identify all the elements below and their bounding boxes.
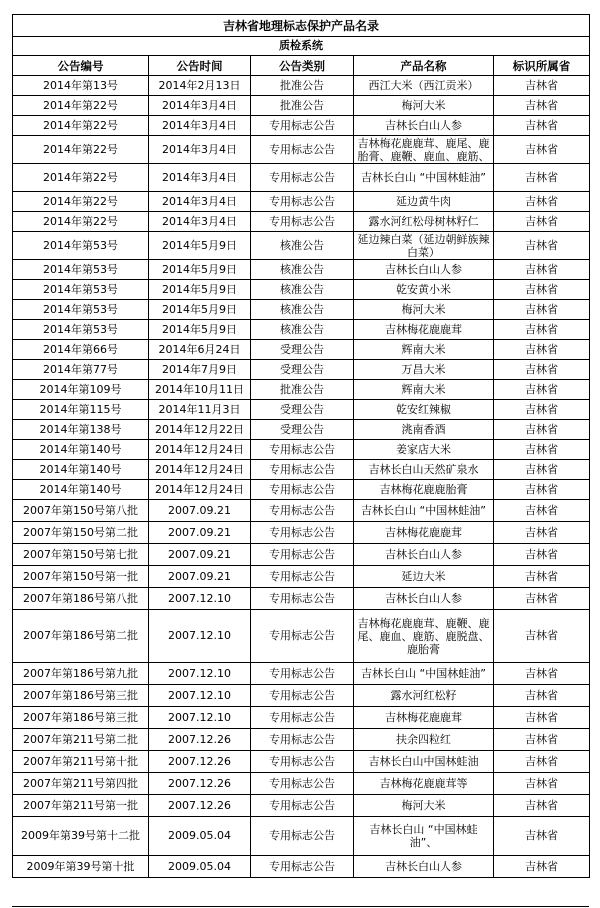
- notice-type-cell: 核准公告: [251, 280, 354, 300]
- table-row: [13, 380, 590, 400]
- table-row: [13, 400, 590, 420]
- notice-type-cell: 核准公告: [251, 260, 354, 280]
- table-row: [13, 420, 590, 440]
- notice-date-cell: 2007.12.10: [149, 588, 251, 610]
- product-name-cell: 梅河大米: [354, 96, 494, 116]
- notice-number-cell: 2007年第211号第四批: [13, 773, 149, 795]
- notice-number-cell: 2007年第211号第十批: [13, 751, 149, 773]
- notice-date-cell: 2007.12.26: [149, 751, 251, 773]
- notice-type-cell: 批准公告: [251, 96, 354, 116]
- table-row: [13, 480, 590, 500]
- notice-type-cell: 专用标志公告: [251, 707, 354, 729]
- product-name-cell: 吉林长白山中国林蛙油: [354, 751, 494, 773]
- product-name-cell: 扶余四粒红: [354, 729, 494, 751]
- notice-type-cell: 专用标志公告: [251, 856, 354, 878]
- notice-type-cell: 专用标志公告: [251, 729, 354, 751]
- notice-number-cell: 2007年第186号第三批: [13, 707, 149, 729]
- province-cell: 吉林省: [494, 566, 590, 588]
- notice-type-cell: 专用标志公告: [251, 440, 354, 460]
- table-row: [13, 663, 590, 685]
- notice-type-cell: 核准公告: [251, 232, 354, 260]
- notice-type-cell: 核准公告: [251, 320, 354, 340]
- province-cell: 吉林省: [494, 751, 590, 773]
- table-row: [13, 588, 590, 610]
- notice-date-cell: 2007.12.26: [149, 729, 251, 751]
- header-cell: 公告类别: [251, 56, 354, 76]
- notice-number-cell: 2014年第53号: [13, 260, 149, 280]
- product-name-cell: 洮南香酒: [354, 420, 494, 440]
- table-row: [13, 544, 590, 566]
- province-cell: 吉林省: [494, 340, 590, 360]
- notice-type-cell: 专用标志公告: [251, 164, 354, 192]
- table-row: [13, 610, 590, 663]
- notice-number-cell: 2014年第77号: [13, 360, 149, 380]
- notice-number-cell: 2007年第150号第二批: [13, 522, 149, 544]
- product-name-cell: 吉林梅花鹿鹿茸: [354, 320, 494, 340]
- product-name-cell: 吉林梅花鹿鹿茸: [354, 522, 494, 544]
- product-name-cell: 吉林梅花鹿鹿茸、鹿鞭、鹿尾、鹿血、鹿筋、鹿脱盘、鹿胎膏: [354, 610, 494, 663]
- province-cell: 吉林省: [494, 588, 590, 610]
- notice-number-cell: 2014年第109号: [13, 380, 149, 400]
- product-name-cell: 西江大米（西江贡米）: [354, 76, 494, 96]
- table-row: [13, 500, 590, 522]
- system-label: 质检系统: [13, 37, 590, 56]
- notice-number-cell: 2014年第66号: [13, 340, 149, 360]
- notice-date-cell: 2007.12.10: [149, 685, 251, 707]
- province-cell: 吉林省: [494, 192, 590, 212]
- province-cell: 吉林省: [494, 707, 590, 729]
- notice-date-cell: 2009.05.04: [149, 817, 251, 856]
- province-cell: 吉林省: [494, 76, 590, 96]
- table-row: [13, 856, 590, 878]
- notice-date-cell: 2007.09.21: [149, 544, 251, 566]
- product-name-cell: 露水河红松籽: [354, 685, 494, 707]
- product-name-cell: 万昌大米: [354, 360, 494, 380]
- notice-type-cell: 批准公告: [251, 380, 354, 400]
- product-name-cell: 吉林长白山人参: [354, 116, 494, 136]
- notice-number-cell: 2014年第22号: [13, 96, 149, 116]
- notice-number-cell: 2007年第186号第三批: [13, 685, 149, 707]
- notice-date-cell: 2007.12.26: [149, 773, 251, 795]
- province-cell: 吉林省: [494, 817, 590, 856]
- table-row: [13, 300, 590, 320]
- province-cell: 吉林省: [494, 685, 590, 707]
- notice-type-cell: 专用标志公告: [251, 795, 354, 817]
- notice-date-cell: 2014年6月24日: [149, 340, 251, 360]
- notice-number-cell: 2007年第211号第二批: [13, 729, 149, 751]
- notice-type-cell: 专用标志公告: [251, 192, 354, 212]
- province-cell: 吉林省: [494, 136, 590, 164]
- notice-date-cell: 2014年3月4日: [149, 96, 251, 116]
- province-cell: 吉林省: [494, 360, 590, 380]
- table-row: [13, 685, 590, 707]
- header-cell: 公告时间: [149, 56, 251, 76]
- province-cell: 吉林省: [494, 212, 590, 232]
- product-name-cell: 吉林长白山人参: [354, 260, 494, 280]
- notice-type-cell: 专用标志公告: [251, 544, 354, 566]
- province-cell: 吉林省: [494, 260, 590, 280]
- notice-type-cell: 专用标志公告: [251, 773, 354, 795]
- notice-number-cell: 2014年第115号: [13, 400, 149, 420]
- province-cell: 吉林省: [494, 440, 590, 460]
- notice-type-cell: 专用标志公告: [251, 663, 354, 685]
- product-name-cell: 吉林长白山 “中国林蛙油”: [354, 500, 494, 522]
- province-cell: 吉林省: [494, 856, 590, 878]
- notice-number-cell: 2009年第39号第十批: [13, 856, 149, 878]
- notice-number-cell: 2007年第186号第八批: [13, 588, 149, 610]
- notice-type-cell: 专用标志公告: [251, 500, 354, 522]
- province-cell: 吉林省: [494, 773, 590, 795]
- page-edge-divider: [12, 906, 589, 907]
- province-cell: 吉林省: [494, 164, 590, 192]
- notice-number-cell: 2014年第53号: [13, 232, 149, 260]
- province-cell: 吉林省: [494, 320, 590, 340]
- province-cell: 吉林省: [494, 116, 590, 136]
- table-row: [13, 280, 590, 300]
- province-cell: 吉林省: [494, 610, 590, 663]
- province-cell: 吉林省: [494, 232, 590, 260]
- notice-date-cell: 2007.12.10: [149, 610, 251, 663]
- notice-type-cell: 核准公告: [251, 300, 354, 320]
- notice-date-cell: 2014年3月4日: [149, 116, 251, 136]
- notice-date-cell: 2007.12.10: [149, 663, 251, 685]
- product-name-cell: 吉林梅花鹿鹿茸: [354, 707, 494, 729]
- notice-type-cell: 专用标志公告: [251, 522, 354, 544]
- notice-number-cell: 2014年第138号: [13, 420, 149, 440]
- notice-number-cell: 2014年第22号: [13, 136, 149, 164]
- table-row: [13, 773, 590, 795]
- header-row: [13, 56, 590, 76]
- table-row: [13, 96, 590, 116]
- notice-date-cell: 2014年12月24日: [149, 440, 251, 460]
- product-name-cell: 辉南大米: [354, 340, 494, 360]
- table-row: [13, 164, 590, 192]
- product-name-cell: 吉林梅花鹿鹿胎膏: [354, 480, 494, 500]
- header-cell: 标识所属省: [494, 56, 590, 76]
- province-cell: 吉林省: [494, 400, 590, 420]
- table-row: [13, 320, 590, 340]
- product-name-cell: 乾安黄小米: [354, 280, 494, 300]
- province-cell: 吉林省: [494, 420, 590, 440]
- product-name-cell: 吉林梅花鹿鹿茸、鹿尾、鹿胎膏、鹿鞭、鹿血、鹿筋、: [354, 136, 494, 164]
- notice-type-cell: 专用标志公告: [251, 817, 354, 856]
- province-cell: 吉林省: [494, 380, 590, 400]
- header-cell: 产品名称: [354, 56, 494, 76]
- notice-date-cell: 2007.09.21: [149, 500, 251, 522]
- notice-date-cell: 2014年7月9日: [149, 360, 251, 380]
- table-row: [13, 729, 590, 751]
- province-cell: 吉林省: [494, 96, 590, 116]
- table-row: [13, 116, 590, 136]
- table-row: [13, 212, 590, 232]
- notice-number-cell: 2014年第140号: [13, 440, 149, 460]
- product-name-cell: 吉林长白山天然矿泉水: [354, 460, 494, 480]
- product-name-cell: 乾安红辣椒: [354, 400, 494, 420]
- notice-date-cell: 2014年3月4日: [149, 212, 251, 232]
- notice-date-cell: 2014年12月24日: [149, 480, 251, 500]
- province-cell: 吉林省: [494, 280, 590, 300]
- notice-date-cell: 2007.12.26: [149, 795, 251, 817]
- notice-date-cell: 2014年10月11日: [149, 380, 251, 400]
- notice-date-cell: 2007.09.21: [149, 566, 251, 588]
- notice-type-cell: 专用标志公告: [251, 588, 354, 610]
- notice-type-cell: 专用标志公告: [251, 480, 354, 500]
- table-row: [13, 192, 590, 212]
- product-name-cell: 吉林梅花鹿鹿茸等: [354, 773, 494, 795]
- notice-number-cell: 2014年第22号: [13, 212, 149, 232]
- table-row: [13, 360, 590, 380]
- table-row: [13, 522, 590, 544]
- table-row: [13, 340, 590, 360]
- notice-type-cell: 专用标志公告: [251, 460, 354, 480]
- table-row: [13, 460, 590, 480]
- notice-number-cell: 2014年第53号: [13, 280, 149, 300]
- notice-type-cell: 专用标志公告: [251, 566, 354, 588]
- product-name-cell: 吉林长白山人参: [354, 856, 494, 878]
- notice-type-cell: 专用标志公告: [251, 212, 354, 232]
- notice-date-cell: 2014年5月9日: [149, 300, 251, 320]
- notice-number-cell: 2014年第140号: [13, 480, 149, 500]
- notice-number-cell: 2007年第211号第一批: [13, 795, 149, 817]
- table-row: [13, 260, 590, 280]
- product-name-cell: 梅河大米: [354, 795, 494, 817]
- notice-date-cell: 2014年5月9日: [149, 320, 251, 340]
- notice-number-cell: 2014年第140号: [13, 460, 149, 480]
- province-cell: 吉林省: [494, 480, 590, 500]
- product-table: [12, 14, 590, 878]
- notice-type-cell: 受理公告: [251, 420, 354, 440]
- province-cell: 吉林省: [494, 522, 590, 544]
- notice-number-cell: 2007年第186号第二批: [13, 610, 149, 663]
- notice-type-cell: 批准公告: [251, 76, 354, 96]
- notice-type-cell: 专用标志公告: [251, 136, 354, 164]
- product-name-cell: 梅河大米: [354, 300, 494, 320]
- notice-number-cell: 2014年第53号: [13, 300, 149, 320]
- notice-date-cell: 2014年5月9日: [149, 232, 251, 260]
- product-name-cell: 延边大米: [354, 566, 494, 588]
- product-name-cell: 吉林长白山人参: [354, 588, 494, 610]
- notice-date-cell: 2014年2月13日: [149, 76, 251, 96]
- table-row: [13, 751, 590, 773]
- notice-number-cell: 2009年第39号第十二批: [13, 817, 149, 856]
- table-row: [13, 566, 590, 588]
- product-name-cell: 延边黄牛肉: [354, 192, 494, 212]
- notice-type-cell: 专用标志公告: [251, 610, 354, 663]
- notice-date-cell: 2007.12.10: [149, 707, 251, 729]
- product-name-cell: 吉林长白山 “中国林蛙油”: [354, 663, 494, 685]
- table-row: [13, 817, 590, 856]
- notice-date-cell: 2007.09.21: [149, 522, 251, 544]
- product-list-sheet: [12, 14, 589, 878]
- province-cell: 吉林省: [494, 500, 590, 522]
- province-cell: 吉林省: [494, 663, 590, 685]
- notice-date-cell: 2014年5月9日: [149, 260, 251, 280]
- province-cell: 吉林省: [494, 460, 590, 480]
- notice-type-cell: 受理公告: [251, 400, 354, 420]
- notice-number-cell: 2014年第22号: [13, 116, 149, 136]
- product-name-cell: 延边辣白菜（延边朝鲜族辣白菜）: [354, 232, 494, 260]
- table-row: [13, 795, 590, 817]
- notice-type-cell: 受理公告: [251, 360, 354, 380]
- notice-number-cell: 2007年第150号第八批: [13, 500, 149, 522]
- notice-date-cell: 2014年3月4日: [149, 136, 251, 164]
- notice-number-cell: 2007年第150号第七批: [13, 544, 149, 566]
- table-row: [13, 707, 590, 729]
- province-cell: 吉林省: [494, 544, 590, 566]
- notice-date-cell: 2014年3月4日: [149, 164, 251, 192]
- table-row: [13, 76, 590, 96]
- product-name-cell: 吉林长白山 “中国林蛙油”: [354, 164, 494, 192]
- province-cell: 吉林省: [494, 795, 590, 817]
- table-row: [13, 232, 590, 260]
- notice-number-cell: 2014年第53号: [13, 320, 149, 340]
- product-name-cell: 吉林长白山人参: [354, 544, 494, 566]
- notice-number-cell: 2014年第22号: [13, 164, 149, 192]
- notice-number-cell: 2014年第13号: [13, 76, 149, 96]
- notice-type-cell: 专用标志公告: [251, 116, 354, 136]
- notice-number-cell: 2007年第186号第九批: [13, 663, 149, 685]
- table-title: 吉林省地理标志保护产品名录: [13, 15, 590, 37]
- province-cell: 吉林省: [494, 729, 590, 751]
- product-name-cell: 姜家店大米: [354, 440, 494, 460]
- notice-date-cell: 2009.05.04: [149, 856, 251, 878]
- notice-date-cell: 2014年12月24日: [149, 460, 251, 480]
- notice-date-cell: 2014年12月22日: [149, 420, 251, 440]
- notice-type-cell: 专用标志公告: [251, 751, 354, 773]
- notice-type-cell: 受理公告: [251, 340, 354, 360]
- province-cell: 吉林省: [494, 300, 590, 320]
- notice-date-cell: 2014年11月3日: [149, 400, 251, 420]
- notice-date-cell: 2014年5月9日: [149, 280, 251, 300]
- notice-number-cell: 2014年第22号: [13, 192, 149, 212]
- product-name-cell: 辉南大米: [354, 380, 494, 400]
- notice-number-cell: 2007年第150号第一批: [13, 566, 149, 588]
- table-row: [13, 440, 590, 460]
- table-row: [13, 136, 590, 164]
- notice-date-cell: 2014年3月4日: [149, 192, 251, 212]
- header-cell: 公告编号: [13, 56, 149, 76]
- product-name-cell: 吉林长白山 “中国林蛙油”、: [354, 817, 494, 856]
- notice-type-cell: 专用标志公告: [251, 685, 354, 707]
- product-name-cell: 露水河红松母树林籽仁: [354, 212, 494, 232]
